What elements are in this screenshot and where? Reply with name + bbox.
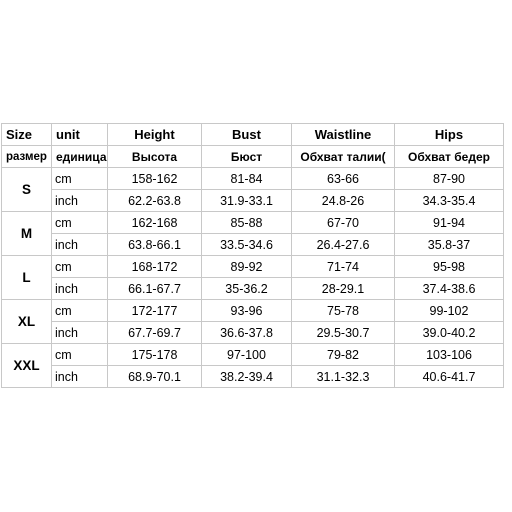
bust-value: 85-88 (202, 212, 292, 234)
waistline-value: 63-66 (292, 168, 395, 190)
unit-label: cm (52, 212, 108, 234)
bust-value: 38.2-39.4 (202, 366, 292, 388)
unit-label: cm (52, 256, 108, 278)
header-row-en (2, 124, 504, 146)
height-value: 68.9-70.1 (108, 366, 202, 388)
header-size: Size (2, 124, 52, 146)
height-value: 158-162 (108, 168, 202, 190)
table-row (2, 212, 504, 234)
size-label: XXL (2, 344, 52, 388)
header-hips: Hips (395, 124, 504, 146)
waistline-value: 24.8-26 (292, 190, 395, 212)
header-bust: Bust (202, 124, 292, 146)
bust-value: 97-100 (202, 344, 292, 366)
table-row (2, 366, 504, 388)
waistline-value: 79-82 (292, 344, 395, 366)
bust-value: 36.6-37.8 (202, 322, 292, 344)
bust-value: 81-84 (202, 168, 292, 190)
table-row (2, 256, 504, 278)
waistline-value: 29.5-30.7 (292, 322, 395, 344)
size-label: XL (2, 300, 52, 344)
unit-label: inch (52, 366, 108, 388)
hips-value: 87-90 (395, 168, 504, 190)
height-value: 63.8-66.1 (108, 234, 202, 256)
table-row (2, 300, 504, 322)
hips-value: 91-94 (395, 212, 504, 234)
hips-value: 37.4-38.6 (395, 278, 504, 300)
height-value: 62.2-63.8 (108, 190, 202, 212)
waistline-value: 28-29.1 (292, 278, 395, 300)
unit-label: cm (52, 300, 108, 322)
hips-value: 34.3-35.4 (395, 190, 504, 212)
waistline-value: 71-74 (292, 256, 395, 278)
unit-label: cm (52, 168, 108, 190)
header-height-ru: Высота (108, 146, 202, 168)
table-row (2, 344, 504, 366)
hips-value: 99-102 (395, 300, 504, 322)
hips-value: 95-98 (395, 256, 504, 278)
unit-label: inch (52, 190, 108, 212)
header-height: Height (108, 124, 202, 146)
unit-label: inch (52, 234, 108, 256)
height-value: 168-172 (108, 256, 202, 278)
bust-value: 31.9-33.1 (202, 190, 292, 212)
unit-label: cm (52, 344, 108, 366)
unit-label: inch (52, 278, 108, 300)
header-row-ru (2, 146, 504, 168)
waistline-value: 31.1-32.3 (292, 366, 395, 388)
height-value: 172-177 (108, 300, 202, 322)
table-row (2, 278, 504, 300)
bust-value: 93-96 (202, 300, 292, 322)
size-label: M (2, 212, 52, 256)
size-label: L (2, 256, 52, 300)
table-row (2, 234, 504, 256)
header-size-ru: размер (2, 146, 52, 168)
hips-value: 35.8-37 (395, 234, 504, 256)
header-waistline-ru: Обхват талии( (292, 146, 395, 168)
bust-value: 35-36.2 (202, 278, 292, 300)
height-value: 175-178 (108, 344, 202, 366)
height-value: 66.1-67.7 (108, 278, 202, 300)
hips-value: 39.0-40.2 (395, 322, 504, 344)
height-value: 162-168 (108, 212, 202, 234)
height-value: 67.7-69.7 (108, 322, 202, 344)
header-waistline: Waistline (292, 124, 395, 146)
header-unit: unit (52, 124, 108, 146)
unit-label: inch (52, 322, 108, 344)
size-chart-table (1, 123, 504, 388)
hips-value: 40.6-41.7 (395, 366, 504, 388)
bust-value: 33.5-34.6 (202, 234, 292, 256)
header-bust-ru: Бюст (202, 146, 292, 168)
table-row (2, 168, 504, 190)
waistline-value: 75-78 (292, 300, 395, 322)
waistline-value: 26.4-27.6 (292, 234, 395, 256)
table-row (2, 322, 504, 344)
header-unit-ru: единица (52, 146, 108, 168)
hips-value: 103-106 (395, 344, 504, 366)
bust-value: 89-92 (202, 256, 292, 278)
table-row (2, 190, 504, 212)
waistline-value: 67-70 (292, 212, 395, 234)
header-hips-ru: Обхват бедер (395, 146, 504, 168)
size-label: S (2, 168, 52, 212)
